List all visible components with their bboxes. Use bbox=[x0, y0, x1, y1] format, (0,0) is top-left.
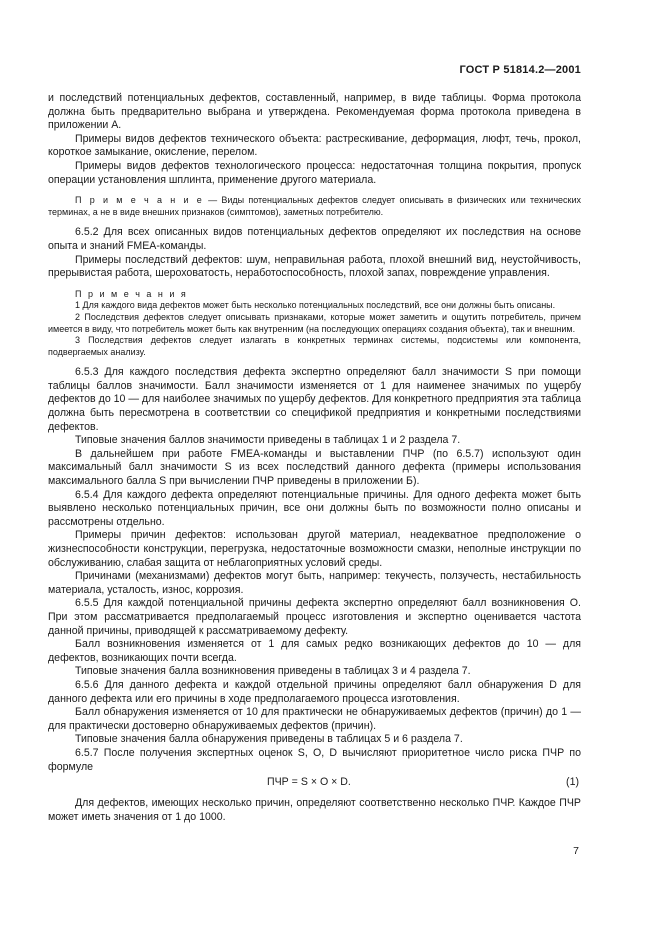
note-item: 1 Для каждого вида дефектов может быть несколько потенциальных последствий, все они должны быть описаны. bbox=[75, 300, 556, 311]
paragraph: 6.5.6 Для данного дефекта и каждой отдельной причины определяют балл обнаружения D для данного дефекта или его причины в ходе предполагаемого процесса изготовления. bbox=[48, 678, 581, 705]
formula-line bbox=[48, 776, 581, 790]
notes-label: П р и м е ч а н и я bbox=[75, 288, 188, 299]
note-item: 2 Последствия дефектов следует описывать признаками, которые может заметить и ощутить потребитель, причем имеется в виду, что потребитель может быть как внутренним (на последующих операциях создания объекта), так и внешним. bbox=[48, 311, 581, 334]
document-body bbox=[48, 92, 581, 824]
page-number: 7 bbox=[573, 845, 579, 857]
paragraph: Балл возникновения изменяется от 1 для самых редко возникающих дефектов до 10 — для дефектов, возникающих почти всегда. bbox=[48, 638, 581, 664]
paragraph: Причинами (механизмами) дефектов могут быть, например: текучесть, ползучесть, нестабильность материала, усталость, износ, коррозия. bbox=[48, 570, 581, 596]
document-code-header: ГОСТ Р 51814.2—2001 bbox=[459, 64, 581, 76]
paragraph: Балл обнаружения изменяется от 10 для практически не обнаруживаемых дефектов (причин) до 1 — для практически достоверно обнаруживаемых дефектов (причин). bbox=[48, 706, 581, 732]
formula: ПЧР = S × O × D. bbox=[267, 776, 351, 789]
paragraph: и последствий потенциальных дефектов, составленный, например, в виде таблицы. Форма протокола должна быть предварительно выбрана и утверждена. Рекомендуемая форма протокола приведена в приложении А. bbox=[48, 92, 581, 132]
note bbox=[48, 195, 581, 218]
paragraph: 6.5.3 Для каждого последствия дефекта экспертно определяют балл значимости S при помощи таблицы баллов значимости. Балл значимости изменяется от 1 для наименее значимых по ущербу дефектов до 10 — для наиболее значимых по ущербу дефектов. Для конкретного предприятия эта таблица должна быть пересмотрена в соответствии со спецификой предприятия и конкретными последствиями дефектов. bbox=[48, 366, 581, 433]
paragraph: В дальнейшем при работе FMEA-команды и выставлении ПЧР (по 6.5.7) используют один максимальный балл значимости S из всех последствий данного дефекта (примеры использования максимального балла S при вычислении ПЧР приведены в приложении Б). bbox=[48, 447, 581, 488]
paragraph: 6.5.4 Для каждого дефекта определяют потенциальные причины. Для одного дефекта может быть выявлено несколько потенциальных причин, все они должны быть по возможности полно описаны и рассмотрены отдельно. bbox=[48, 488, 581, 528]
paragraph: 6.5.5 Для каждой потенциальной причины дефекта экспертно определяют балл возникновения О. При этом рассматривается предполагаемый процесс изготовления и экспертно оценивается частота данной причины, приводящей к рассматриваемому дефекту. bbox=[48, 597, 581, 637]
paragraph: 6.5.2 Для всех описанных видов потенциальных дефектов определяют их последствия на основе опыта и знаний FMEA-команды. bbox=[48, 226, 581, 252]
paragraph: Примеры видов дефектов технического объекта: растрескивание, деформация, люфт, течь, прокол, короткое замыкание, окисление, перелом. bbox=[48, 132, 581, 159]
paragraph: Типовые значения балла обнаружения приведены в таблицах 5 и 6 раздела 7. bbox=[75, 733, 463, 746]
note-text: — Виды потенциальных дефектов следует описывать в физических или технических терминах, а не в виде внешних признаков (симптомов), заметных потребителю. bbox=[48, 195, 581, 217]
note-label: П р и м е ч а н и е bbox=[75, 195, 204, 206]
paragraph: Для дефектов, имеющих несколько причин, определяют соответственно несколько ПЧР. Каждое ПЧР может иметь значения от 1 до 1000. bbox=[48, 797, 581, 823]
formula-number: (1) bbox=[566, 776, 579, 789]
paragraph: Примеры последствий дефектов: шум, неправильная работа, плохой внешний вид, неустойчивость, прерывистая работа, шероховатость, неработоспособность, плохой запах, повреждение управления. bbox=[48, 253, 581, 280]
note-item: 3 Последствия дефектов следует излагать в конкретных терминах системы, подсистемы или компонента, подвергаемых анализу. bbox=[48, 335, 581, 357]
paragraph: Примеры причин дефектов: использован другой материал, неадекватное предположение о жизнеспособности конструкции, перегрузка, недостаточные возможности смазки, неполные инструкции по обслуживанию, слабая защита от неблагоприятных условий среды. bbox=[48, 529, 581, 569]
paragraph: Типовые значения баллов значимости приведены в таблицах 1 и 2 раздела 7. bbox=[75, 434, 461, 447]
paragraph: 6.5.7 После получения экспертных оценок S, O, D вычисляют приоритетное число риска ПЧР по формуле bbox=[48, 746, 581, 773]
paragraph: Типовые значения балла возникновения приведены в таблицах 3 и 4 раздела 7. bbox=[75, 665, 471, 678]
paragraph: Примеры видов дефектов технологического процесса: недостаточная толщина покрытия, пропуск операции установления шплинта, применение другого материала. bbox=[48, 159, 581, 186]
